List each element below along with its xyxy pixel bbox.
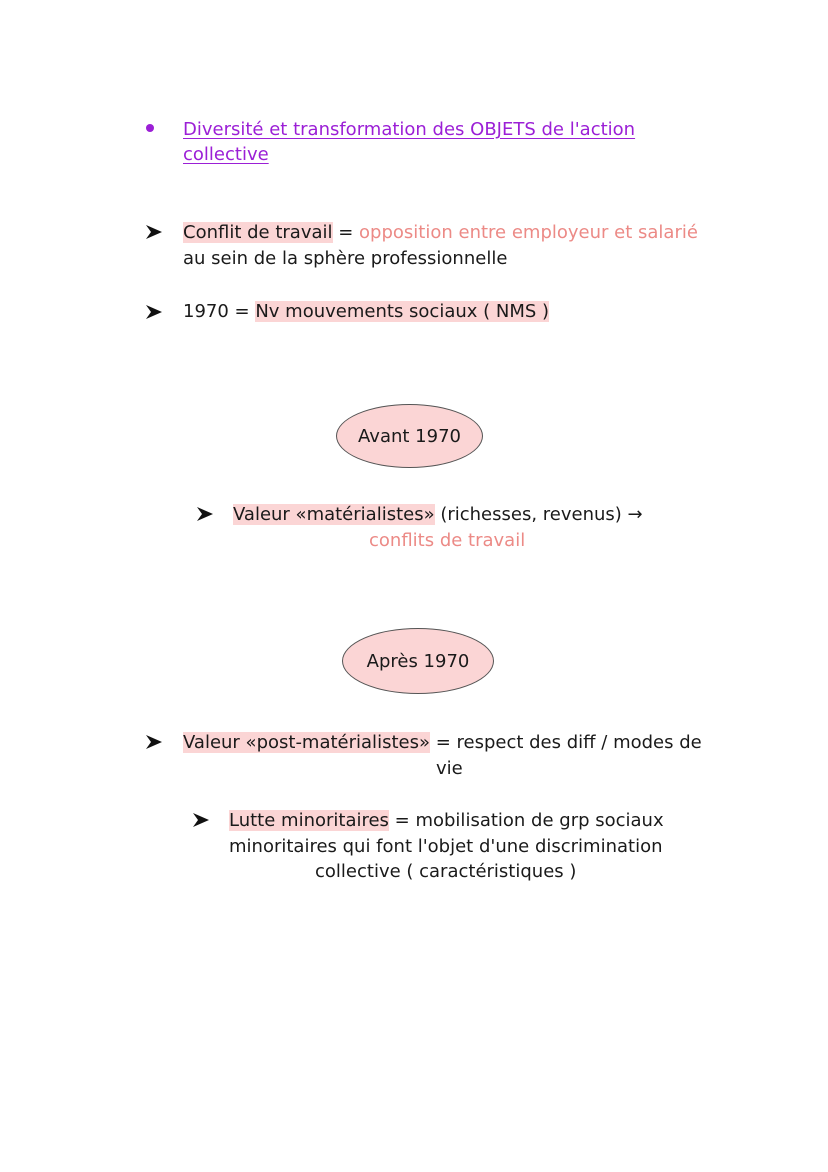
section-heading-line2: collective (183, 144, 269, 165)
lutte-term: Lutte minoritaires (229, 810, 389, 831)
conflit-line1 (183, 220, 698, 246)
conflit-line2: au sein de la sphère professionnelle (183, 248, 508, 269)
apres-line1 (183, 730, 702, 756)
section-heading-line1: Diversité et transformation des OBJETS de l'action (183, 119, 636, 140)
avant-term: Valeur «matérialistes» (233, 504, 435, 525)
lutte-line1 (229, 808, 664, 834)
apres-1970-label: Après 1970 (366, 650, 470, 672)
avant-1970-ellipse (336, 404, 483, 468)
nms-term: Nv mouvements sociaux ( NMS ) (255, 301, 550, 322)
nms-year: 1970 = (183, 301, 256, 322)
apres-1970-ellipse (342, 628, 494, 694)
arrow-bullet-icon (144, 303, 164, 321)
arrow-bullet-icon (144, 223, 164, 241)
conflit-term: Conflit de travail (183, 222, 333, 243)
lutte-line3: collective ( caractéristiques ) (315, 861, 577, 882)
arrow-bullet-icon (195, 505, 215, 523)
apres-term: Valeur «post-matérialistes» (183, 732, 430, 753)
lutte-rest: = mobilisation de grp sociaux (388, 810, 664, 831)
arrow-bullet-icon (191, 811, 211, 829)
conflit-eq: = (332, 222, 360, 243)
avant-line2: conflits de travail (369, 530, 526, 551)
apres-line2: vie (436, 758, 463, 779)
avant-line1 (233, 502, 643, 528)
avant-1970-label: Avant 1970 (358, 425, 461, 447)
lutte-line2: minoritaires qui font l'objet d'une discrimination (229, 836, 663, 857)
conflit-definition: opposition entre employeur et salarié (359, 222, 698, 243)
apres-rest: = respect des diff / modes de (429, 732, 702, 753)
arrow-bullet-icon (144, 733, 164, 751)
avant-rest: (richesses, revenus) → (434, 504, 643, 525)
bullet-point (146, 124, 154, 132)
nms-line (183, 299, 549, 325)
